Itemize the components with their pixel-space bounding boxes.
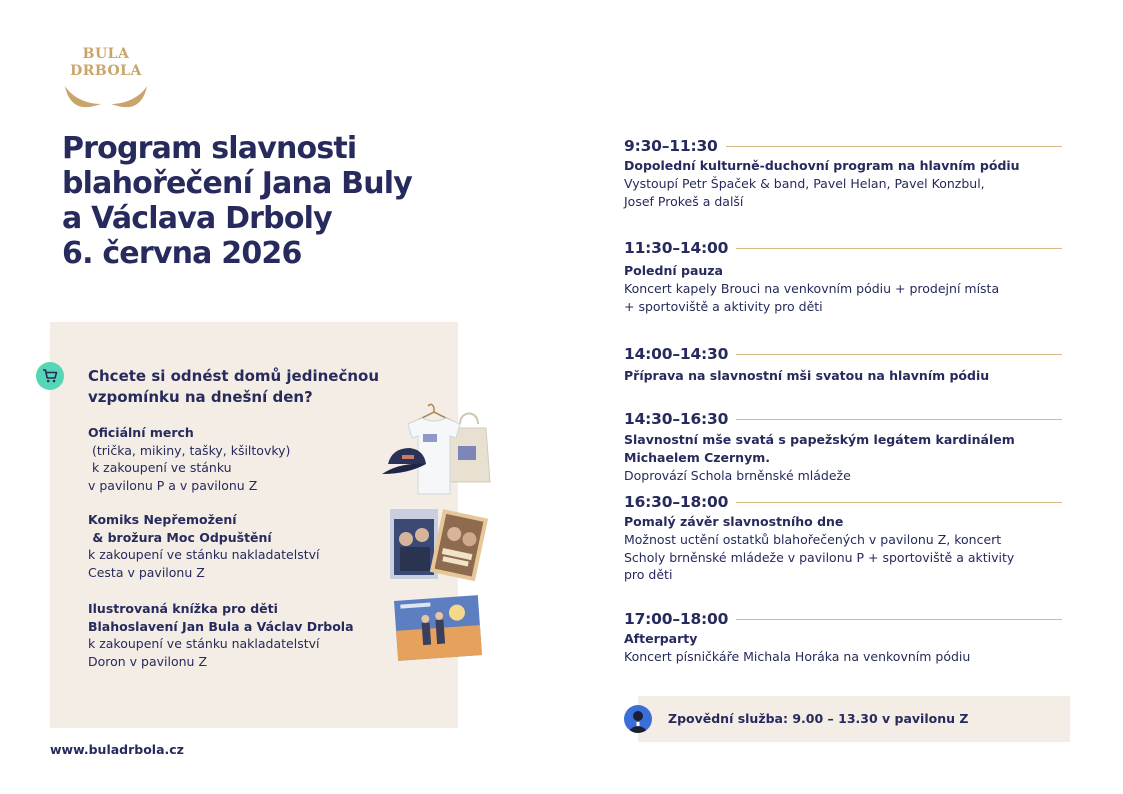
title-line: Program slavnosti: [62, 131, 357, 166]
logo-line-1: BULA: [82, 46, 130, 62]
schedule-item: [624, 344, 1064, 385]
schedule-line-bold: Příprava na slavnostní mši svatou na hlavním pódiu: [624, 368, 990, 383]
schedule-line-text: Josef Prokeš a další: [624, 193, 744, 209]
childrens-book-image: [392, 592, 484, 664]
title-line: 6. června 2026: [62, 236, 302, 271]
schedule-line-bold: Pomalý závěr slavnostního dne: [624, 514, 844, 529]
merch-question-line: vzpomínku na dnešní den?: [88, 388, 313, 406]
merch-question: [88, 366, 388, 408]
person-icon: [624, 705, 652, 733]
schedule-line: [624, 280, 1064, 298]
schedule-line-text: Koncert kapely Brouci na venkovním pódiu + prodejní místa: [624, 280, 1000, 296]
merch-question-line: Chcete si odnést domů jedinečnou: [88, 367, 379, 385]
schedule-line-bold: Polední pauza: [624, 263, 723, 278]
merch-item-title: Oficiální merch: [88, 425, 194, 440]
schedule-line-text: Scholy brněnské mládeže v pavilonu P + sportoviště a aktivity: [624, 549, 1015, 565]
comics-books-image: [388, 505, 490, 585]
merch-item-text: Cesta v pavilonu Z: [88, 564, 205, 580]
merch-item-comics: [88, 511, 378, 581]
merch-item-title: Blahoslavení Jan Bula a Václav Drbola: [88, 618, 354, 634]
schedule-line-text: Možnost uctění ostatků blahořečených v pavilonu Z, koncert: [624, 531, 1002, 547]
merch-item-title: Ilustrovaná knížka pro děti: [88, 601, 278, 616]
schedule-line: [624, 431, 1064, 449]
schedule-line-text: Doprovází Schola brněnské mládeže: [624, 467, 851, 483]
title-line: a Václava Drboly: [62, 201, 332, 236]
schedule-time: 17:00–18:00: [624, 610, 729, 628]
schedule-line-bold: Slavnostní mše svatá s papežským legátem kardinálem: [624, 432, 1015, 447]
merch-item-text: k zakoupení ve stánku nakladatelství: [88, 547, 320, 562]
schedule-line-text: pro děti: [624, 567, 673, 583]
schedule-line: [624, 367, 1064, 385]
schedule-line: [624, 549, 1064, 567]
divider: [736, 248, 1062, 249]
schedule-line: [624, 175, 1064, 193]
logo: [58, 46, 154, 116]
schedule-line: [624, 648, 1064, 666]
divider: [726, 146, 1062, 147]
merch-item-text: k zakoupení ve stánku: [88, 460, 232, 475]
schedule-line-bold: Dopolední kulturně-duchovní program na hlavním pódiu: [624, 158, 1020, 173]
wings-icon: [61, 82, 151, 112]
merch-item-text: Doron v pavilonu Z: [88, 653, 208, 669]
confession-text: Zpovědní služba: 9.00 – 13.30 v pavilonu Z: [668, 711, 969, 726]
schedule-item: [624, 136, 1064, 210]
schedule-item: [624, 609, 1064, 666]
schedule-line: [624, 262, 1064, 280]
merch-item-kids-book: [88, 600, 378, 670]
page-title: [62, 131, 482, 271]
merch-item-title: & brožura Moc Odpuštění: [88, 529, 272, 545]
divider: [736, 354, 1062, 355]
schedule-line: [624, 531, 1064, 549]
schedule-line-bold: Michaelem Czernym.: [624, 449, 770, 465]
merch-item-title: Komiks Nepřemožení: [88, 512, 237, 527]
website-link[interactable]: www.buladrbola.cz: [50, 742, 184, 757]
schedule-line: [624, 298, 1064, 316]
title-line: blahořečení Jana Buly: [62, 166, 413, 201]
schedule-item: [624, 409, 1064, 484]
schedule-line: [624, 449, 1064, 485]
divider: [736, 419, 1062, 420]
logo-line-2: DRBOLA: [70, 63, 142, 79]
schedule-time: 16:30–18:00: [624, 493, 729, 511]
merch-item-official: [88, 424, 378, 494]
schedule-line: [624, 193, 1064, 211]
schedule-time: 11:30–14:00: [624, 239, 729, 257]
shopping-cart-icon: [36, 362, 64, 390]
schedule-line-text: + sportoviště a aktivity pro děti: [624, 298, 823, 314]
schedule-time: 9:30–11:30: [624, 137, 718, 155]
schedule-item: [624, 238, 1064, 315]
merch-products-image: [378, 402, 498, 498]
schedule-line-text: Koncert písničkáře Michala Horáka na venkovním pódiu: [624, 648, 971, 664]
divider: [736, 619, 1062, 620]
schedule-item: [624, 492, 1064, 584]
schedule-line: [624, 157, 1064, 175]
merch-item-text: v pavilonu P a v pavilonu Z: [88, 477, 258, 493]
schedule-time: 14:00–14:30: [624, 345, 729, 363]
merch-item-text: k zakoupení ve stánku nakladatelství: [88, 636, 320, 651]
schedule-line: [624, 513, 1064, 531]
schedule-time: 14:30–16:30: [624, 410, 729, 428]
divider: [736, 502, 1062, 503]
schedule-line: [624, 566, 1064, 584]
merch-item-text: (trička, mikiny, tašky, kšiltovky): [88, 442, 291, 458]
schedule-line-text: Vystoupí Petr Špaček & band, Pavel Helan, Pavel Konzbul,: [624, 175, 985, 191]
schedule-line: [624, 630, 1064, 648]
schedule-line-bold: Afterparty: [624, 631, 698, 646]
